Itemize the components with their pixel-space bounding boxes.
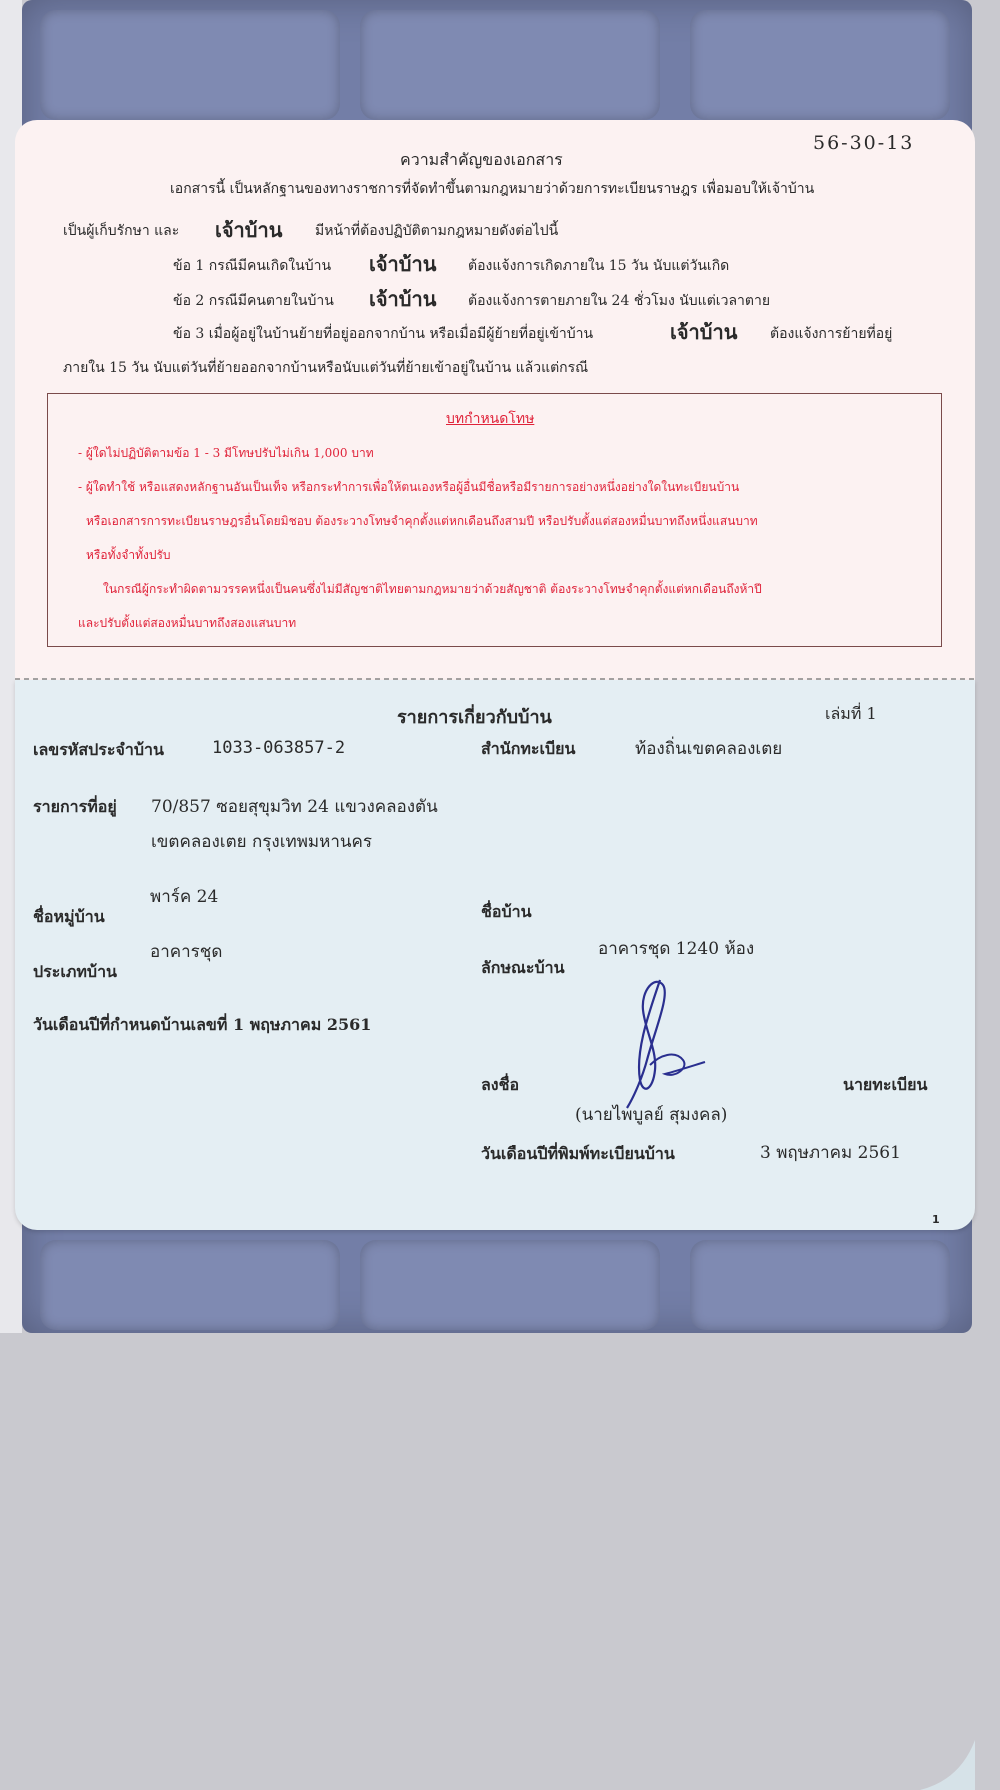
item-2-c: ต้องแจ้งการตายภายใน 24 ชั่วโมง นับแต่เวลาตาย <box>468 293 771 309</box>
house-number-label: เลขรหัสประจำบ้าน <box>33 740 164 759</box>
house-nature-value: อาคารชุด 1240 ห้อง <box>598 939 755 959</box>
penalty-line-3: หรือเอกสารการทะเบียนราษฎรอื่นโดยมิชอบ ต้องระวางโทษจำคุกตั้งแต่หกเดือนถึงสามปี หรือปรับตั้งแต่สองหมื่นบาทถึงหนึ่งแสนบาท <box>86 514 758 528</box>
page-corner-fold <box>920 1740 975 1790</box>
print-date-label: วันเดือนปีที่พิมพ์ทะเบียนบ้าน <box>481 1144 675 1163</box>
registrar-label: นายทะเบียน <box>843 1075 928 1094</box>
house-registration-page <box>15 120 975 1230</box>
cover-panel <box>690 1240 950 1330</box>
volume-number: เล่มที่ 1 <box>825 704 877 723</box>
penalty-line-6: และปรับตั้งแต่สองหมื่นบาทถึงสองแสนบาท <box>78 616 297 630</box>
village-value: พาร์ค 24 <box>150 887 219 907</box>
penalty-line-2: - ผู้ใดทำใช้ หรือแสดงหลักฐานอันเป็นเท็จ หรือกระทำการเพื่อให้ตนเองหรือผู้อื่นมีชื่อหรือมีรายการอย่างหนึ่งอย่างใดในทะเบียนบ้าน <box>78 480 740 494</box>
document-code: 56-30-13 <box>813 132 915 154</box>
cover-panel <box>360 1240 660 1330</box>
registry-office-value: ท้องถิ่นเขตคลองเตย <box>635 739 783 759</box>
address-line-1: 70/857 ซอยสุขุมวิท 24 แขวงคลองตัน <box>151 797 438 817</box>
penalty-line-1: - ผู้ใดไม่ปฏิบัติตามข้อ 1 - 3 มีโทษปรับไม่เกิน 1,000 บาท <box>78 446 374 460</box>
registrar-name: (นายไพบูลย์ สุมงคล) <box>575 1105 728 1125</box>
house-details-section <box>15 680 975 1230</box>
registrar-signature <box>605 970 715 1110</box>
cover-panel <box>40 10 340 120</box>
intro-line-1: เอกสารนี้ เป็นหลักฐานของทางราชการที่จัดทำขึ้นตามกฎหมายว่าด้วยการทะเบียนราษฎร เพื่อมอบให้เจ้าบ้าน <box>170 181 815 197</box>
address-line-2: เขตคลองเตย กรุงเทพมหานคร <box>151 832 373 852</box>
page-number: 1 <box>932 1213 940 1226</box>
house-details-title: รายการเกี่ยวกับบ้าน <box>397 707 552 728</box>
penalty-line-5: ในกรณีผู้กระทำผิดตามวรรคหนึ่งเป็นคนซึ่งไม่มีสัญชาติไทยตามกฎหมายว่าด้วยสัญชาติ ต้องระวางโทษจำคุกตั้งแต่หกเดือนถึงห้าปี <box>103 582 762 596</box>
cover-panel <box>690 10 950 120</box>
item-2-a: ข้อ 2 กรณีมีคนตายในบ้าน <box>173 293 334 309</box>
item-2-b: เจ้าบ้าน <box>369 287 437 311</box>
item-3-c: ต้องแจ้งการย้ายที่อยู่ <box>770 326 893 342</box>
house-type-value: อาคารชุด <box>150 942 223 962</box>
item-1-c: ต้องแจ้งการเกิดภายใน 15 วัน นับแต่วันเกิด <box>468 258 730 274</box>
house-name-label: ชื่อบ้าน <box>481 902 532 921</box>
penalty-title: บทกำหนดโทษ <box>446 411 535 427</box>
intro-line-2a: เป็นผู้เก็บรักษา และ <box>63 223 180 239</box>
item-3-a: ข้อ 3 เมื่อผู้อยู่ในบ้านย้ายที่อยู่ออกจากบ้าน หรือเมื่อมีผู้ย้ายที่อยู่เข้าบ้าน <box>173 326 594 342</box>
penalty-line-4: หรือทั้งจำทั้งปรับ <box>86 548 171 562</box>
penalty-box <box>47 393 942 647</box>
house-nature-label: ลักษณะบ้าน <box>481 958 565 977</box>
house-type-label: ประเภทบ้าน <box>33 962 117 981</box>
importance-title: ความสำคัญของเอกสาร <box>400 150 563 169</box>
assigned-date: วันเดือนปีที่กำหนดบ้านเลขที่ 1 พฤษภาคม 2561 <box>33 1015 372 1034</box>
cover-panel <box>40 1240 340 1330</box>
item-3-line-2: ภายใน 15 วัน นับแต่วันที่ย้ายออกจากบ้านหรือนับแต่วันที่ย้ายเข้าอยู่ในบ้าน แล้วแต่กรณี <box>63 360 589 376</box>
cover-panel <box>360 10 660 120</box>
address-label: รายการที่อยู่ <box>33 797 117 816</box>
intro-line-2c: มีหน้าที่ต้องปฏิบัติตามกฎหมายดังต่อไปนี้ <box>315 223 559 239</box>
sign-label: ลงชื่อ <box>481 1075 520 1094</box>
registry-office-label: สำนักทะเบียน <box>481 739 576 758</box>
item-1-a: ข้อ 1 กรณีมีคนเกิดในบ้าน <box>173 258 332 274</box>
house-number-value: 1033-063857-2 <box>212 738 346 758</box>
print-date-value: 3 พฤษภาคม 2561 <box>760 1143 901 1163</box>
village-label: ชื่อหมู่บ้าน <box>33 907 105 926</box>
item-3-b: เจ้าบ้าน <box>670 320 738 344</box>
item-1-b: เจ้าบ้าน <box>369 252 437 276</box>
intro-line-2b: เจ้าบ้าน <box>215 218 283 242</box>
importance-section <box>15 120 975 680</box>
